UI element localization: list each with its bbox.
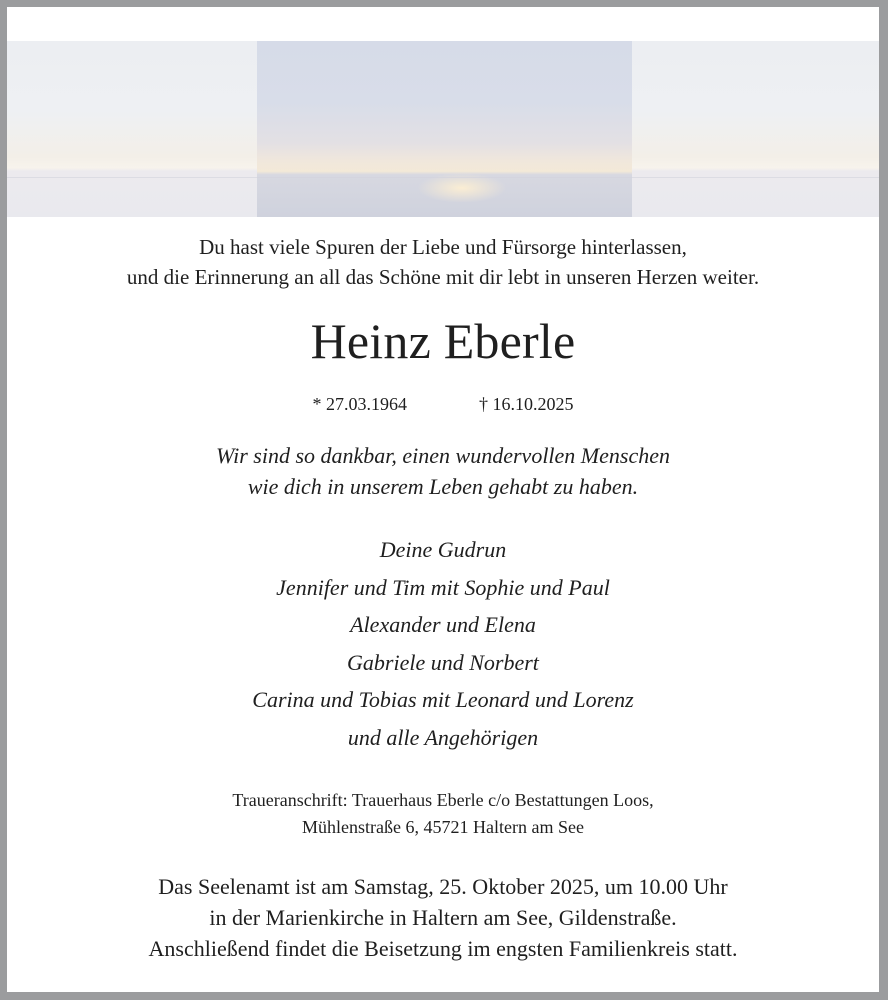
banner-sea-image [7,41,879,217]
service-details [7,871,879,964]
intro-text [7,232,879,292]
family-member: Alexander und Elena [350,612,536,637]
family-member: Carina und Tobias mit Leonard und Lorenz [252,687,634,712]
memorial-quote [7,440,879,502]
family-member: Gabriele und Norbert [347,649,539,675]
life-dates [7,392,879,416]
service-line: Das Seelenamt ist am Samstag, 25. Oktober 2025, um 10.00 Uhr [158,874,728,899]
address-line: Traueranschrift: Trauerhaus Eberle c/o Bestattungen Loos, [232,790,654,810]
quote-line: Wir sind so dankbar, einen wundervollen Menschen [216,443,670,468]
family-member: Deine Gudrun [379,537,507,562]
service-line: Anschließend findet die Beisetzung im engsten Familienkreis statt. [148,936,738,961]
horizon-line [7,177,879,178]
quote-line: wie dich in unserem Leben gehabt zu haben. [247,474,639,499]
mourning-address [7,787,879,841]
obituary-notice [7,7,879,992]
birth-date: * 27.03.1964 [312,394,407,414]
service-line: in der Marienkirche in Haltern am See, Gildenstraße. [209,905,677,930]
death-date: † 16.10.2025 [479,394,574,414]
intro-line: Du hast viele Spuren der Liebe und Fürsorge hinterlassen, [199,235,687,259]
intro-line: und die Erinnerung an all das Schöne mit dir lebt in unseren Herzen weiter. [126,265,760,289]
family-signatures [7,531,879,756]
address-line: Mühlenstraße 6, 45721 Haltern am See [302,817,584,837]
family-member: Jennifer und Tim mit Sophie und Paul [276,574,610,600]
family-member: und alle Angehörigen [347,724,539,750]
deceased-name: Heinz Eberle [310,313,576,369]
